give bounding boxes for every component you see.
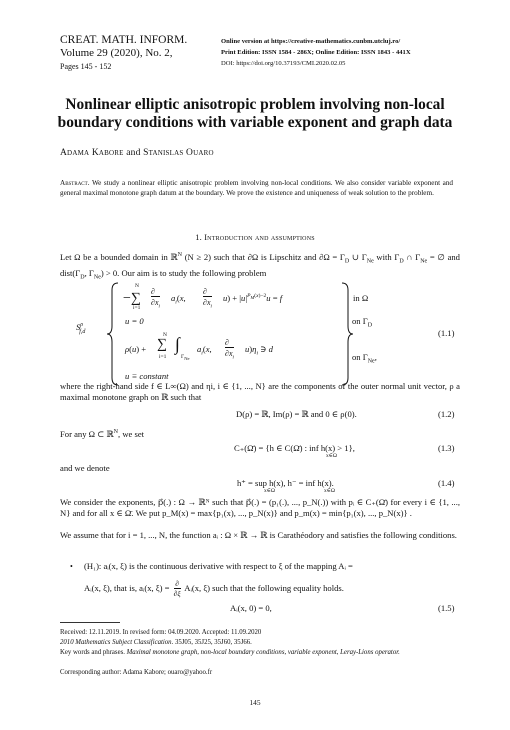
issn-line: Print Edition: ISSN 1584 - 286X; Online Edition: ISSN 1843 - 441X [221, 49, 411, 56]
footnote-corresponding: Corresponding author: Adama Kabore; ouaro@yahoo.fr [60, 669, 213, 676]
paragraph-1: Let Ω be a bounded domain in ℝ$^N$ (N ≥ 2) such that ∂Ω is Lipschitz and $\partial\Omega = \Gamma_D$ ∪ $\Gamma_{Ne}$ with $\Gamma_D$ ∩ $\Gamma_{Ne}$ = ∅ and $dist(\Gamma_D$, $\Gamma_{Ne}) > 0$. Our aim is to study the following problem [60, 251, 460, 281]
bullet-h1-part-b: Aᵢ(x, ξ), that is, aᵢ(x, ξ) = [84, 582, 170, 593]
row2-tail-text: on Γ [352, 316, 368, 326]
eq-1-4-sub2: x∈Ω [324, 488, 335, 494]
journal-name: CREAT. MATH. INFORM. [60, 34, 188, 46]
eq-number-1-2: (1.2) [438, 409, 455, 419]
section-heading: 1. Introduction and assumptions [195, 233, 315, 242]
p1-part-a: Let Ω be a bounded domain in ℝ [60, 251, 178, 262]
p3-text-b: , we set [118, 428, 145, 439]
eq-number-1-1: (1.1) [438, 328, 455, 338]
left-brace [106, 282, 120, 386]
bullet-h1-line1: (H₁): aᵢ(x, ξ) is the continuous derivative with respect to ξ of the mapping Aᵢ = [84, 561, 353, 571]
p1-part-c: with Γ [376, 251, 400, 262]
p1-part-e: . Our aim is to study the following problem [117, 267, 267, 278]
bullet-h1-line2: Aᵢ(x, ξ), that is, aᵢ(x, ξ) = ∂ ∂ξ Aᵢ(x, ξ) such that the following equality holds. [84, 579, 344, 598]
p1-part-d: and dist(Γ [60, 251, 460, 278]
journal-header-right [221, 36, 411, 69]
eq-1-3: C₊(Ω̄) = {h ∈ C(Ω̄) : inf h(x) > 1}, [234, 443, 355, 453]
system-row-3-tail: on $\Gamma_{Ne}$, [352, 352, 377, 365]
page-number: 145 [249, 698, 261, 707]
footnote-received: Received: 12.11.2019. In revised form: 04.09.2020. Accepted: 11.09.2020 [60, 629, 262, 636]
abstract [60, 178, 453, 198]
eq-1-5: Aᵢ(x, 0) = 0, [230, 603, 272, 613]
abstract-text: We study a nonlinear elliptic anisotropic problem involving non-local conditions. We also consider variable exponent and general maximal monotone graph datum at the boundary. We prove the existence and uniqueness of weak solution to the problem. [60, 179, 454, 198]
paragraph-6: We assume that for i = 1, ..., N, the function aᵢ : Ω × ℝ → ℝ is Carathéodory and satisfies the following conditions. [60, 530, 457, 540]
authors-and: and [126, 148, 141, 158]
footnote-msc [60, 638, 460, 647]
row2-eq: u = 0 [125, 316, 144, 326]
footnote-keywords [60, 648, 460, 657]
title-line-1: Nonlinear elliptic anisotropic problem involving non-local [65, 96, 445, 113]
journal-volume: Volume 29 (2020), No. 2, [60, 47, 173, 59]
journal-pages: Pages 145 - 152 [60, 62, 112, 71]
right-brace [340, 282, 354, 386]
system-S: S [76, 322, 81, 332]
eq-1-4-sub1: x∈Ω [264, 488, 275, 494]
msc-label: 2010 Mathematics Subject Classification. [60, 639, 174, 646]
p1-part-b: (N ≥ 2) such that ∂Ω is Lipschitz and ∂Ω = Γ [184, 251, 345, 262]
system-row-2-tail: on $\Gamma_D$ [352, 316, 373, 329]
system-label: $S^\rho_{f,d}$ [76, 322, 86, 335]
paragraph-4: and we denote [60, 463, 110, 473]
abstract-label: Abstract. [60, 179, 90, 187]
row4-eq: u ≡ constant [125, 371, 169, 381]
footnote-rule [60, 622, 120, 623]
journal-header-left [60, 34, 187, 73]
bullet-dot: • [70, 562, 73, 571]
paragraph-3: For any Ω ⊂ ℝ$^N$, we set [60, 428, 145, 439]
eq-number-1-4: (1.4) [438, 478, 455, 488]
row1-domain: in Ω [353, 293, 369, 303]
eq-1-2: D(ρ) = ℝ, Im(ρ) = ℝ and 0 ∈ ρ(0). [236, 409, 357, 419]
paragraph-5: We consider the exponents, p⃗(.) : Ω → ℝᴺ such that p⃗(.) = (p₁(.), ..., p_N(.)) with pᵢ ∈ C₊(Ω̄) for every i ∈ {1, ..., N} and for all x ∈ Ω̄. We put p_M(x) = max{p₁(x), ..., p_N(x)} and p_m(x) = min{p₁(x), ..., p_N(x)} . [60, 497, 460, 518]
author-2: Stanislas Ouaro [143, 148, 214, 158]
msc-codes: 35J05, 35J25, 35J60, 35J66. [174, 639, 252, 646]
online-version: Online version at https://creative-mathematics.cunbm.utcluj.ro/ [221, 38, 401, 45]
paper-title [40, 96, 470, 132]
keywords-text: Maximal monotone graph, non-local boundary conditions, variable exponent, Leray-Lions operator. [126, 649, 400, 656]
system-row-4 [125, 371, 169, 381]
eq-number-1-5: (1.5) [438, 603, 455, 613]
title-line-2: boundary conditions with variable exponent and graph data [57, 114, 453, 131]
eq-1-4: h⁺ = sup h(x), h⁻ = inf h(x). [237, 478, 334, 488]
bullet-h1-part-c: Aᵢ(x, ξ) such that the following equality holds. [184, 582, 344, 593]
journal-page: CREAT. MATH. INFORM. Volume 29 (2020), No. 2, Pages 145 - 152 Online version at https://creative-mathematics.cunbm.utcluj.ro/ Print Edition: ISSN 1584 - 286X; Online Edition: ISSN 1843 - 441X DOI: https://doi.org/10.37193/CMI.2020.02.05 Nonlinear elliptic anisotropic problem involving non-local boundary conditions with variable exponent and graph data Adama Kabore and Stanislas Ouaro Abstract. We study a nonlinear elliptic anisotropic problem involving non-local conditions. We also consider variable exponent and general maximal monotone graph datum at the boundary. We prove the existence and uniqueness of weak solution to the problem. 1. Introduction and assumptions Let Ω be a bounded domain in ℝ$^N$ (N ≥ 2) such that ∂Ω is Lipschitz and $\partial\Omega = \Gamma_D$ ∪ $\Gamma_{Ne}$ with $\Gamma_D$ ∩ $\Gamma_{Ne}$ = ∅ and $dist(\Gamma_D$, $\Gamma_{Ne}) > 0$. Our aim is to study the following problem $S^\rho_{f,d}$ N −∑ i=1 ∂ $\partial x_i$ $a_i(x$, ∂ $\partial x_i$ $u) + |u|^{P_M(x)-2}u = f$ in Ω u = 0 on $\Gamma_D$ ρ(u) + N ∑ i=1 ∫ $\Gamma_{Ne}$ $a_i(x$, ∂ $\partial x_i$ $u)\eta_i$ ∋ d on $\Gamma_{Ne}$, u ≡ constant (1.1) where the right-hand side f ∈ L∞(Ω) and ηi, i ∈ {1, ..., N} are the components of the outer normal unit vector, ρ a maximal monotone graph on ℝ such that D(ρ) = ℝ, Im(ρ) = ℝ and 0 ∈ ρ(0). (1.2) For any Ω ⊂ ℝ$^N$, we set C₊(Ω̄) = {h ∈ C(Ω̄) : inf h(x) > 1}, x∈Ω (1.3) and we denote h⁺ = sup h(x), h⁻ = inf h(x). x∈Ω x∈Ω (1.4) We consider the exponents, p⃗(.) : Ω → ℝᴺ such that p⃗(.) = (p₁(.), ..., p_N(.)) with pᵢ ∈ C₊(Ω̄) for every i ∈ {1, ..., N} and for all x ∈ Ω̄. We put p_M(x) = max{p₁(x), ..., p_N(x)} and p_m(x) = min{p₁(x), ..., p_N(x)} . We assume that for i = 1, ..., N, the function aᵢ : Ω × ℝ → ℝ is Carathéodory and satisfies the following conditions. • (H₁): aᵢ(x, ξ) is the continuous derivative with respect to ξ of the mapping Aᵢ = Aᵢ(x, ξ), that is, aᵢ(x, ξ) = ∂ ∂ξ Aᵢ(x, ξ) such that the following equality holds. Aᵢ(x, 0) = 0, (1.5) Received: 12.11.2019. In revised form: 04.09.2020. Accepted: 11.09.2020 2010 Mathematics Subject Classification. 35J05, 35J25, 35J60, 35J66. Key words and phrases. Maximal monotone graph, non-local boundary conditions, variable exponent, Leray-Lions operator. Corresponding author: Adama Kabore; ouaro@yahoo.fr 145 [0, 0, 510, 730]
eq-1-3-sub: x∈Ω [326, 453, 337, 459]
author-1: Adama Kabore [60, 148, 124, 158]
system-row-2 [125, 316, 144, 326]
keywords-label: Key words and phrases. [60, 649, 125, 656]
doi-link[interactable]: DOI: https://doi.org/10.37193/CMI.2020.02.05 [221, 60, 346, 67]
eq-number-1-3: (1.3) [438, 443, 455, 453]
authors [60, 148, 214, 158]
row3-tail-text: on Γ [352, 352, 368, 362]
paragraph-2: where the right-hand side f ∈ L∞(Ω) and ηi, i ∈ {1, ..., N} are the components of the outer normal unit vector, ρ a maximal monotone graph on ℝ such that [60, 381, 460, 402]
p3-text: For any Ω ⊂ ℝ [60, 428, 114, 439]
